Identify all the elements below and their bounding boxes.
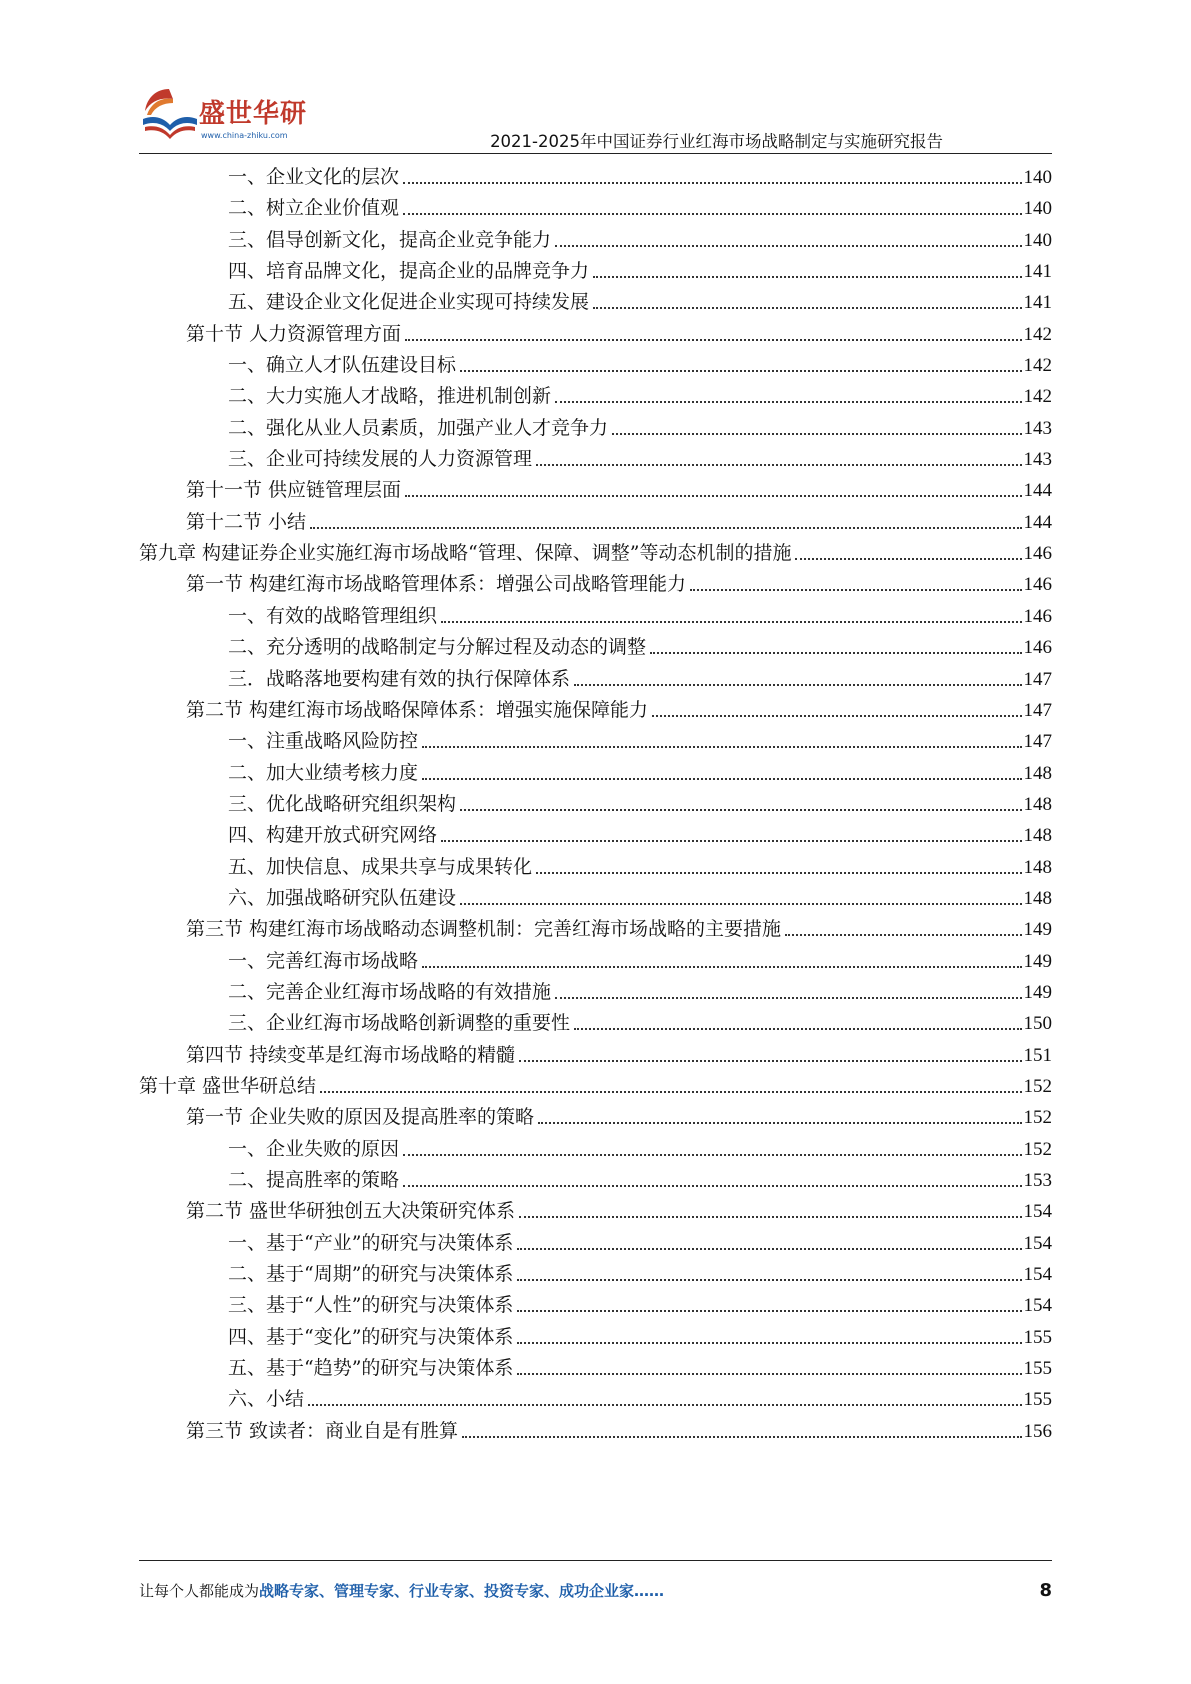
- toc-entry-page: 140: [1023, 167, 1052, 188]
- footer-slogan-prefix: 让每个人都能成为: [139, 1582, 260, 1600]
- toc-entry-page: 152: [1023, 1107, 1052, 1129]
- toc-entry[interactable]: [139, 318, 1052, 349]
- toc-dot-leader: [517, 1322, 1021, 1344]
- toc-entry-page: 144: [1023, 480, 1052, 502]
- toc-dot-leader: [519, 1196, 1021, 1218]
- toc-entry-label: 二、完善企业红海市场战略的有效措施: [228, 980, 552, 1003]
- toc-entry[interactable]: [139, 757, 1052, 788]
- toc-entry-label: 第十二节 小结: [186, 510, 307, 533]
- toc-entry-page: 143: [1023, 417, 1052, 439]
- toc-entry[interactable]: [139, 663, 1052, 694]
- toc-entry[interactable]: [139, 1164, 1052, 1195]
- toc-entry-page: 147: [1023, 731, 1052, 753]
- toc-entry-label: 一、确立人才队伍建设目标: [228, 354, 457, 377]
- toc-dot-leader: [652, 695, 1021, 717]
- toc-entry-label: 二、强化从业人员素质，加强产业人才竞争力: [228, 416, 609, 439]
- toc-entry[interactable]: [139, 255, 1052, 286]
- toc-entry-label: 第十节 人力资源管理方面: [186, 322, 402, 345]
- logo-book-icon: [139, 85, 201, 143]
- toc-entry-page: 144: [1023, 511, 1052, 533]
- toc-entry[interactable]: [139, 412, 1052, 443]
- toc-entry-page: 149: [1023, 981, 1052, 1003]
- toc-entry[interactable]: [139, 1007, 1052, 1038]
- toc-entry-label: 二、提高胜率的策略: [228, 1169, 400, 1191]
- toc-entry-label: 第十章 盛世华研总结: [139, 1074, 317, 1097]
- toc-entry-label: 四、培育品牌文化，提高企业的品牌竞争力: [228, 260, 590, 283]
- toc-entry-page: 153: [1023, 1170, 1052, 1191]
- toc-dot-leader: [310, 507, 1021, 529]
- toc-entry[interactable]: [139, 1195, 1052, 1226]
- table-of-contents: [139, 161, 1052, 1446]
- toc-dot-leader: [593, 256, 1021, 278]
- page-footer: [139, 1580, 1052, 1610]
- toc-entry-page: 155: [1023, 1358, 1052, 1380]
- toc-entry-page: 141: [1023, 292, 1052, 314]
- toc-entry[interactable]: [139, 1383, 1052, 1414]
- toc-entry[interactable]: [139, 1133, 1052, 1164]
- toc-entry[interactable]: [139, 725, 1052, 756]
- toc-entry-page: 149: [1023, 950, 1052, 972]
- toc-dot-leader: [460, 350, 1021, 372]
- toc-entry-page: 146: [1023, 574, 1052, 596]
- toc-entry-label: 二、大力实施人才战略，推进机制创新: [228, 385, 552, 408]
- toc-dot-leader: [536, 444, 1021, 466]
- toc-entry-label: 一、完善红海市场战略: [228, 949, 419, 972]
- toc-entry[interactable]: [139, 380, 1052, 411]
- toc-entry-label: 第三节 构建红海市场战略动态调整机制：完善红海市场战略的主要措施: [186, 918, 782, 941]
- toc-dot-leader: [690, 569, 1021, 591]
- toc-entry-label: 一、企业文化的层次: [228, 166, 400, 188]
- toc-entry-page: 154: [1023, 1295, 1052, 1317]
- toc-entry-page: 142: [1023, 323, 1052, 345]
- toc-entry[interactable]: [139, 1289, 1052, 1320]
- toc-entry-page: 154: [1023, 1232, 1052, 1254]
- toc-entry[interactable]: [139, 568, 1052, 599]
- toc-dot-leader: [517, 1290, 1021, 1312]
- toc-entry-label: 二、加大业绩考核力度: [228, 761, 419, 784]
- toc-entry-page: 148: [1023, 856, 1052, 878]
- toc-entry-label: 第二节 盛世华研独创五大决策研究体系: [186, 1200, 516, 1223]
- toc-entry-label: 第三节 致读者：商业自是有胜算: [186, 1419, 459, 1442]
- toc-entry-label: 第九章 构建证券企业实施红海市场战略“管理、保障、调整”等动态机制的措施: [139, 542, 792, 565]
- toc-entry-page: 154: [1023, 1201, 1052, 1223]
- toc-dot-leader: [403, 162, 1021, 184]
- toc-dot-leader: [320, 1071, 1021, 1093]
- toc-entry-label: 第一节 企业失败的原因及提高胜率的策略: [186, 1106, 535, 1129]
- toc-entry[interactable]: [139, 537, 1052, 568]
- toc-entry-page: 154: [1023, 1264, 1052, 1286]
- company-logo: [139, 83, 319, 147]
- toc-dot-leader: [422, 726, 1021, 748]
- toc-entry-label: 三、基于“人性”的研究与决策体系: [228, 1294, 514, 1317]
- toc-entry[interactable]: [139, 506, 1052, 537]
- toc-entry[interactable]: [139, 1039, 1052, 1070]
- toc-entry[interactable]: [139, 1101, 1052, 1132]
- toc-entry[interactable]: [139, 192, 1052, 223]
- footer-divider: [139, 1560, 1052, 1561]
- toc-dot-leader: [422, 758, 1021, 780]
- toc-entry-page: 147: [1023, 699, 1052, 721]
- toc-entry-label: 第十一节 供应链管理层面: [186, 479, 402, 502]
- logo-url: www.china-zhiku.com: [201, 131, 288, 140]
- toc-entry-label: 三．战略落地要构建有效的执行保障体系: [228, 667, 571, 690]
- toc-entry[interactable]: [139, 286, 1052, 317]
- toc-entry-label: 二、充分透明的战略制定与分解过程及动态的调整: [228, 636, 647, 659]
- toc-dot-leader: [536, 852, 1021, 874]
- toc-entry-label: 第一节 构建红海市场战略管理体系：增强公司战略管理能力: [186, 573, 687, 596]
- toc-dot-leader: [422, 946, 1021, 968]
- toc-dot-leader: [795, 538, 1021, 560]
- toc-entry-page: 143: [1023, 449, 1052, 471]
- toc-entry[interactable]: [139, 913, 1052, 944]
- toc-dot-leader: [460, 789, 1021, 811]
- toc-entry-label: 四、基于“变化”的研究与决策体系: [228, 1325, 514, 1348]
- toc-entry[interactable]: [139, 1227, 1052, 1258]
- toc-entry-page: 149: [1023, 919, 1052, 941]
- toc-dot-leader: [574, 1008, 1021, 1030]
- toc-entry-page: 141: [1023, 261, 1052, 283]
- toc-entry[interactable]: [139, 443, 1052, 474]
- toc-entry-page: 148: [1023, 793, 1052, 815]
- toc-dot-leader: [555, 977, 1021, 999]
- toc-dot-leader: [405, 319, 1021, 341]
- toc-entry-label: 四、构建开放式研究网络: [228, 824, 438, 847]
- toc-entry[interactable]: [139, 788, 1052, 819]
- toc-entry[interactable]: [139, 349, 1052, 380]
- toc-dot-leader: [517, 1259, 1021, 1281]
- toc-entry-page: 148: [1023, 887, 1052, 909]
- toc-entry[interactable]: [139, 882, 1052, 913]
- logo-name: 盛世华研: [199, 99, 308, 129]
- toc-dot-leader: [593, 287, 1021, 309]
- toc-entry-label: 第二节 构建红海市场战略保障体系：增强实施保障能力: [186, 698, 649, 721]
- toc-dot-leader: [462, 1416, 1021, 1438]
- toc-dot-leader: [574, 664, 1021, 686]
- toc-entry-label: 六、加强战略研究队伍建设: [228, 886, 457, 909]
- toc-entry[interactable]: [139, 474, 1052, 505]
- toc-entry-label: 六、小结: [228, 1388, 305, 1411]
- toc-entry-page: 148: [1023, 762, 1052, 784]
- toc-dot-leader: [308, 1384, 1021, 1406]
- toc-dot-leader: [441, 601, 1021, 623]
- toc-entry-page: 155: [1023, 1326, 1052, 1348]
- toc-entry-page: 155: [1023, 1389, 1052, 1411]
- toc-entry-page: 146: [1023, 637, 1052, 659]
- toc-entry[interactable]: [139, 1321, 1052, 1352]
- toc-entry[interactable]: [139, 600, 1052, 631]
- toc-entry[interactable]: [139, 945, 1052, 976]
- toc-entry-label: 二、树立企业价值观: [228, 197, 400, 220]
- toc-entry-page: 142: [1023, 386, 1052, 408]
- toc-entry-label: 一、企业失败的原因: [228, 1137, 400, 1160]
- toc-entry-page: 142: [1023, 355, 1052, 377]
- toc-entry-label: 一、基于“产业”的研究与决策体系: [228, 1231, 514, 1254]
- toc-entry[interactable]: [139, 1070, 1052, 1101]
- toc-dot-leader: [650, 632, 1021, 654]
- toc-dot-leader: [403, 1134, 1021, 1156]
- toc-entry-label: 一、注重战略风险防控: [228, 730, 419, 753]
- toc-entry[interactable]: [139, 1352, 1052, 1383]
- toc-entry-page: 152: [1023, 1075, 1052, 1097]
- toc-entry-page: 150: [1023, 1013, 1052, 1035]
- toc-entry[interactable]: [139, 1258, 1052, 1289]
- toc-dot-leader: [405, 475, 1021, 497]
- toc-dot-leader: [441, 820, 1021, 842]
- footer-slogan-highlight: 战略专家、管理专家、行业专家、投资专家、成功企业家……: [259, 1582, 665, 1600]
- toc-entry-label: 二、基于“周期”的研究与决策体系: [228, 1263, 514, 1286]
- toc-entry-page: 140: [1023, 198, 1052, 220]
- toc-entry-label: 三、倡导创新文化，提高企业竞争能力: [228, 228, 552, 251]
- toc-entry[interactable]: [139, 224, 1052, 255]
- toc-dot-leader: [517, 1353, 1021, 1375]
- toc-entry-label: 五、基于“趋势”的研究与决策体系: [228, 1357, 514, 1380]
- toc-entry-label: 三、企业红海市场战略创新调整的重要性: [228, 1012, 571, 1035]
- header-divider: [139, 153, 1052, 154]
- toc-entry[interactable]: [139, 851, 1052, 882]
- toc-dot-leader: [612, 413, 1021, 435]
- toc-dot-leader: [403, 193, 1021, 215]
- toc-entry[interactable]: [139, 976, 1052, 1007]
- toc-dot-leader: [555, 381, 1021, 403]
- toc-dot-leader: [403, 1165, 1021, 1187]
- toc-entry-page: 156: [1023, 1420, 1052, 1442]
- toc-dot-leader: [538, 1102, 1021, 1124]
- toc-entry-label: 一、有效的战略管理组织: [228, 604, 438, 627]
- toc-entry-label: 三、优化战略研究组织架构: [228, 792, 457, 815]
- toc-entry-page: 151: [1023, 1044, 1052, 1066]
- report-title: 2021-2025年中国证券行业红海市场战略制定与实施研究报告: [490, 132, 943, 151]
- toc-dot-leader: [460, 883, 1021, 905]
- toc-entry-label: 第四节 持续变革是红海市场战略的精髓: [186, 1043, 516, 1066]
- toc-dot-leader: [785, 914, 1021, 936]
- toc-entry-label: 五、加快信息、成果共享与成果转化: [228, 855, 533, 878]
- toc-entry-label: 三、企业可持续发展的人力资源管理: [228, 448, 533, 471]
- page-number: 8: [1039, 1580, 1052, 1601]
- toc-entry-page: 152: [1023, 1138, 1052, 1160]
- toc-entry[interactable]: [139, 161, 1052, 192]
- toc-entry-page: 146: [1023, 605, 1052, 627]
- toc-entry-page: 140: [1023, 229, 1052, 251]
- toc-entry-label: 五、建设企业文化促进企业实现可持续发展: [228, 291, 590, 314]
- toc-entry-page: 148: [1023, 825, 1052, 847]
- toc-entry-page: 146: [1023, 543, 1052, 565]
- toc-entry[interactable]: [139, 694, 1052, 725]
- toc-dot-leader: [519, 1040, 1021, 1062]
- toc-entry[interactable]: [139, 1415, 1052, 1446]
- toc-entry[interactable]: [139, 631, 1052, 662]
- page-header: [0, 0, 1191, 160]
- toc-dot-leader: [517, 1228, 1021, 1250]
- toc-dot-leader: [555, 225, 1021, 247]
- toc-entry[interactable]: [139, 819, 1052, 850]
- toc-entry-page: 147: [1023, 668, 1052, 690]
